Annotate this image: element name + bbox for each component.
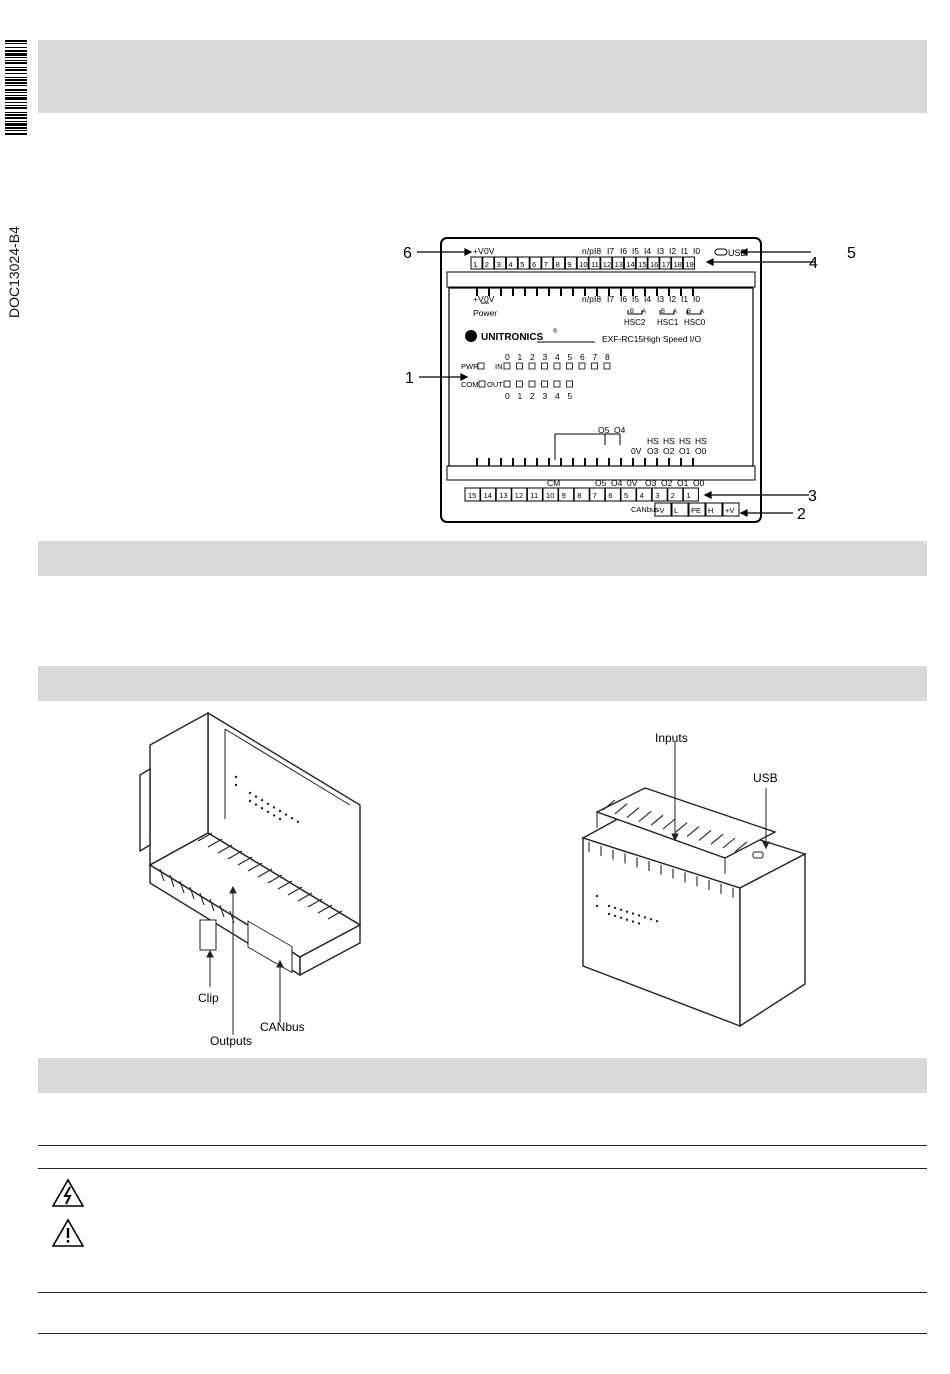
- bottom-terminal-number: 1: [686, 491, 691, 500]
- led-in-number: 7: [592, 352, 598, 362]
- in-label: IN: [495, 362, 503, 371]
- top-terminal-number: 7: [543, 260, 548, 269]
- canbus-label-iso: CANbus: [260, 1020, 305, 1034]
- top-terminal-label: I5: [632, 246, 640, 256]
- top-terminal-number: 4: [508, 260, 513, 269]
- usb-label: USB: [728, 248, 747, 258]
- power-label: Power: [473, 308, 498, 318]
- hsc-label: HSC1: [657, 318, 679, 327]
- top-terminal-number: 3: [496, 260, 501, 269]
- hsc-ab-label: A: [673, 309, 678, 315]
- led-out-number: 0: [505, 391, 510, 401]
- o4-label: O4: [614, 425, 626, 435]
- panel-terminal-label: I7: [607, 294, 615, 304]
- led-out-number: 3: [542, 391, 548, 401]
- bottom-terminal-label: O5: [595, 478, 607, 488]
- bottom-terminal-label: 0V: [627, 478, 638, 488]
- hs-label: HS: [695, 436, 707, 446]
- top-terminal-number: 9: [567, 260, 572, 269]
- table-rule-2: [38, 1168, 927, 1169]
- bottom-terminal-number: 8: [577, 491, 582, 500]
- top-terminal-number: 13: [614, 260, 623, 269]
- canbus-terminal: +V: [725, 506, 735, 515]
- panel-terminal-label: I4: [644, 294, 652, 304]
- top-terminal-number: 15: [638, 260, 647, 269]
- panel-terminal-label: n/p: [582, 294, 594, 304]
- bottom-terminal-number: 7: [592, 491, 597, 500]
- led-in-number: 6: [580, 352, 585, 362]
- iso-view-outputs-side: [130, 705, 380, 1055]
- top-terminal-label: I2: [669, 246, 677, 256]
- top-terminal-number: 2: [484, 260, 489, 269]
- hs-label: HS: [663, 436, 675, 446]
- hsc-ab-label: B: [661, 309, 666, 315]
- cm-label: CM: [547, 478, 561, 488]
- table-rule-3: [38, 1292, 927, 1293]
- canbus-terminal: -V: [657, 506, 665, 515]
- o5-label: O5: [598, 425, 610, 435]
- bottom-terminal-number: 10: [546, 491, 555, 500]
- panel-terminal-label: I8: [594, 294, 602, 304]
- electrical-hazard-icon: [52, 1178, 84, 1208]
- section-header-band-1: [38, 40, 927, 113]
- panel-output-label: O1: [679, 446, 691, 456]
- top-terminal-number: 1: [473, 260, 478, 269]
- top-terminal-number: 11: [591, 260, 599, 269]
- top-terminal-number: 10: [579, 260, 588, 269]
- bottom-terminal-number: 15: [468, 491, 477, 500]
- top-terminal-label: I4: [644, 246, 652, 256]
- bottom-terminal-label: O4: [611, 478, 623, 488]
- top-terminal-number: 17: [661, 260, 671, 269]
- panel-terminal-label: +V: [473, 294, 484, 304]
- outputs-label: Outputs: [210, 1034, 253, 1048]
- panel-output-label: 0V: [631, 446, 642, 456]
- bottom-terminal-number: 5: [624, 491, 629, 500]
- callout-2: 2: [797, 506, 806, 523]
- panel-terminal-label: I3: [657, 294, 665, 304]
- out-label: OUT: [487, 380, 503, 389]
- hsc-ab-label: A: [700, 309, 705, 315]
- panel-terminal-label: I1: [681, 294, 689, 304]
- pwr-label: PWR: [461, 362, 479, 371]
- barcode: [5, 40, 27, 236]
- callout-4: 4: [809, 255, 818, 272]
- led-out-number: 5: [567, 391, 573, 401]
- top-terminal-label: I7: [607, 246, 615, 256]
- callout-1: 1: [405, 370, 414, 387]
- led-out-number: 1: [517, 391, 523, 401]
- top-terminal-label: I6: [620, 246, 628, 256]
- bottom-terminal-number: 14: [483, 491, 492, 500]
- bottom-terminal-number: 13: [499, 491, 508, 500]
- top-terminal-label: I8: [594, 246, 602, 256]
- top-terminal-label: +V: [473, 246, 484, 256]
- callout-3: 3: [808, 488, 817, 505]
- panel-terminal-label: I2: [669, 294, 677, 304]
- top-terminal-number: 5: [520, 260, 525, 269]
- table-rule-bottom: [38, 1333, 927, 1334]
- top-terminal-label: I3: [657, 246, 665, 256]
- panel-terminal-label: 0V: [484, 294, 495, 304]
- bottom-terminal-label: O3: [645, 478, 657, 488]
- clip-label: Clip: [198, 991, 219, 1005]
- bottom-terminal-number: 2: [670, 491, 675, 500]
- top-terminal-number: 6: [532, 260, 537, 269]
- bottom-terminal-label: O0: [693, 478, 705, 488]
- bottom-terminal-number: 6: [608, 491, 613, 500]
- com-label: COM: [461, 380, 479, 389]
- usb-label-iso: USB: [753, 771, 778, 785]
- top-terminal-number: 12: [602, 260, 612, 269]
- top-terminal-number: 18: [673, 260, 682, 269]
- top-terminal-label: n/p: [582, 246, 594, 256]
- bottom-terminal-label: O2: [661, 478, 673, 488]
- canbus-terminal: PE: [691, 506, 702, 515]
- canbus-label: CANbus: [631, 505, 659, 514]
- section-header-band-2: [38, 541, 927, 576]
- led-in-number: 2: [530, 352, 535, 362]
- hs-label: HS: [679, 436, 691, 446]
- panel-output-label: O3: [647, 446, 659, 456]
- callout-6: 6: [403, 245, 412, 262]
- hsc-ab-label: B: [630, 309, 635, 315]
- led-in-number: 0: [505, 352, 510, 362]
- led-in-number: 3: [542, 352, 548, 362]
- hsc-label: HSC0: [684, 318, 706, 327]
- panel-terminal-label: I5: [632, 294, 640, 304]
- panel-terminal-label: I0: [693, 294, 701, 304]
- caution-icon: [52, 1218, 84, 1248]
- top-terminal-number: 8: [555, 260, 560, 269]
- led-in-number: 4: [555, 352, 560, 362]
- panel-output-label: O0: [695, 446, 707, 456]
- top-terminal-number: 14: [626, 260, 635, 269]
- top-terminal-number: 16: [650, 260, 659, 269]
- led-in-number: 5: [567, 352, 573, 362]
- led-out-number: 2: [530, 391, 535, 401]
- panel-output-label: O2: [663, 446, 675, 456]
- canbus-terminal: L: [674, 506, 679, 515]
- bottom-terminal-number: 4: [639, 491, 644, 500]
- brand-label: UNITRONICS: [481, 332, 544, 343]
- front-view-diagram: [395, 230, 865, 530]
- panel-terminal-label: I6: [620, 294, 628, 304]
- hsc-label: HSC2: [624, 318, 646, 327]
- bottom-terminal-label: O1: [677, 478, 689, 488]
- canbus-terminal: H: [708, 506, 714, 515]
- document-code: DOC13024-B4: [6, 226, 22, 318]
- model-label: EXF-RC15: [602, 334, 644, 344]
- table-rule-top: [38, 1145, 927, 1146]
- iso-view-inputs-side: [575, 728, 815, 1040]
- top-terminal-number: 19: [685, 260, 694, 269]
- hsc-ab-label: B: [687, 309, 692, 315]
- hs-label: HS: [647, 436, 659, 446]
- bottom-terminal-number: 11: [530, 491, 539, 500]
- section-header-band-4: [38, 1058, 927, 1093]
- hsc-ab-label: A: [642, 309, 647, 315]
- bottom-terminal-number: 9: [561, 491, 566, 500]
- callout-5: 5: [847, 245, 856, 262]
- model-desc: High Speed I/O: [643, 334, 702, 344]
- led-in-number: 1: [517, 352, 523, 362]
- bottom-terminal-number: 12: [514, 491, 524, 500]
- svg-text:®: ®: [553, 329, 558, 335]
- led-out-number: 4: [555, 391, 560, 401]
- top-terminal-label: 0V: [484, 246, 495, 256]
- section-header-band-3: [38, 666, 927, 701]
- top-terminal-label: I1: [681, 246, 689, 256]
- bottom-terminal-number: 3: [655, 491, 660, 500]
- led-in-number: 8: [605, 352, 610, 362]
- inputs-label: Inputs: [655, 731, 688, 745]
- top-terminal-label: I0: [693, 246, 701, 256]
